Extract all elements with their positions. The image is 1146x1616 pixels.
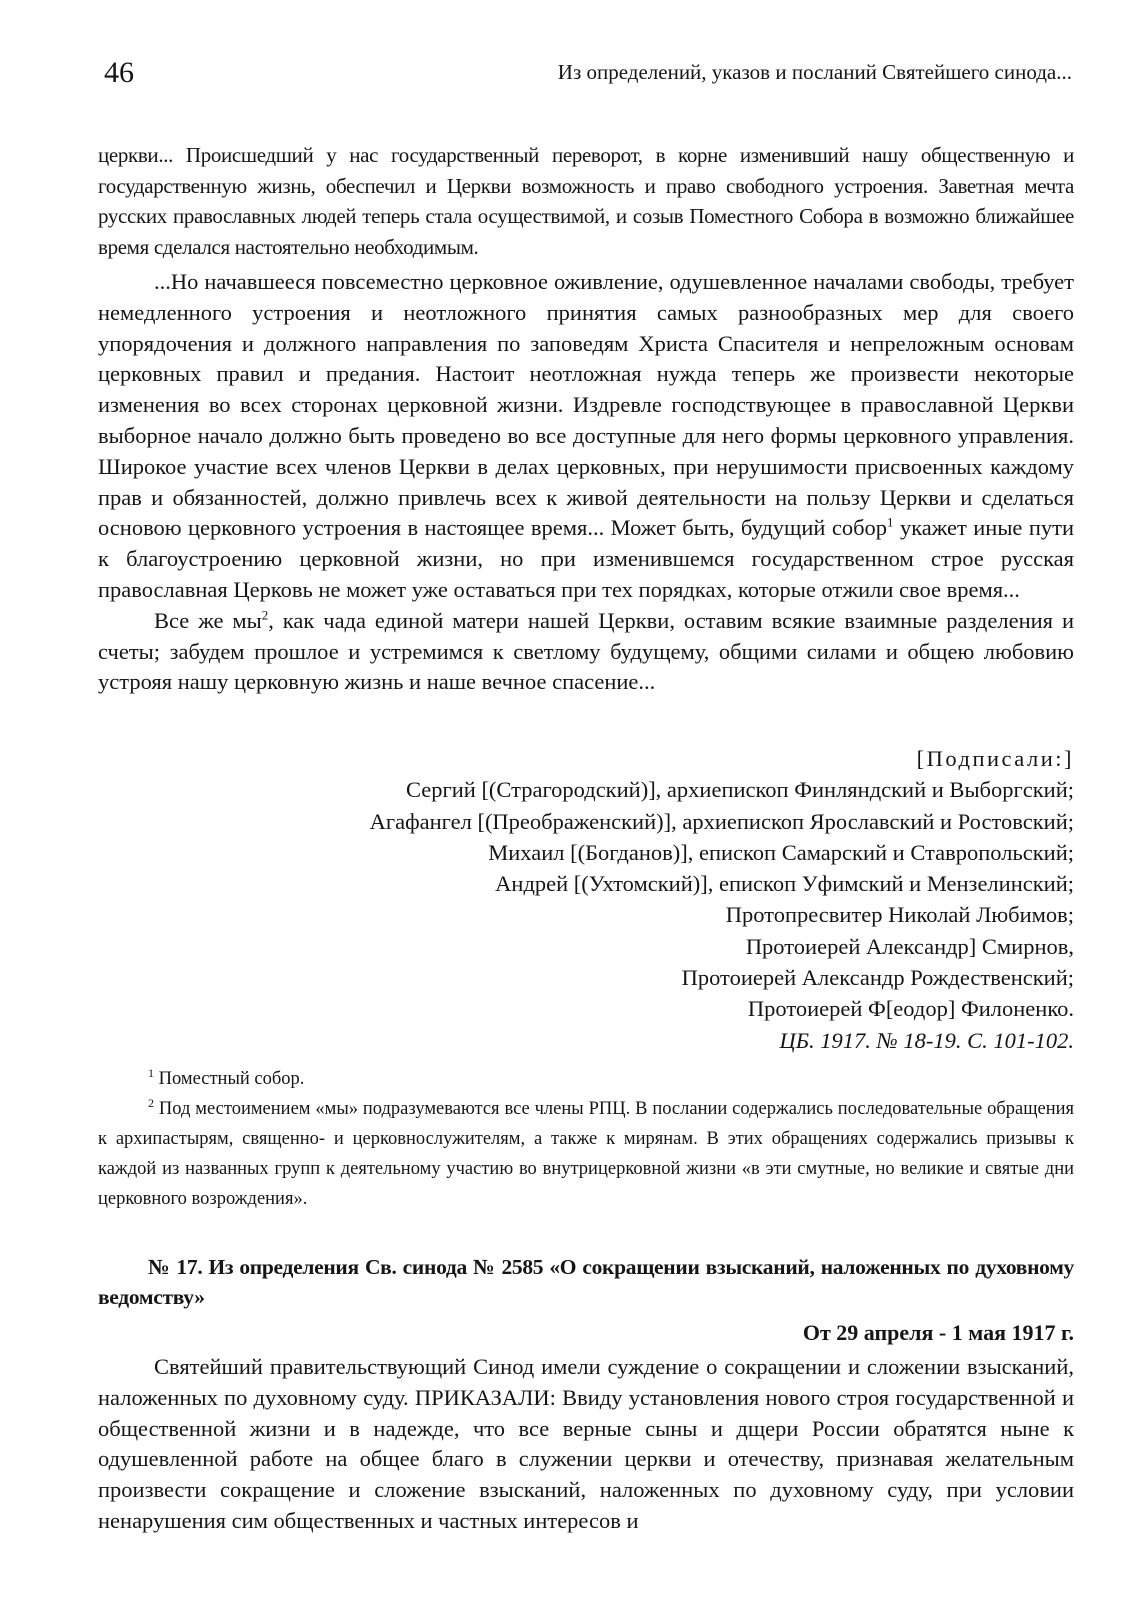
footnote-1: $^1$ Поместный собор. [148,1065,305,1089]
signatory: Сергий [(Страгородский)], архиепископ Финляндский и Выборгский; [405,777,1074,803]
running-title: Из определений, указов и посланий Святейшего синода... [557,60,1072,84]
signatory: Михаил [(Богданов)], епископ Самарский и Ставропольский; [488,839,1074,865]
document-date: От 29 апреля - 1 мая 1917 г. [802,1320,1074,1345]
signatory: Протоиерей Ф[еодор] Филоненко. [747,996,1074,1022]
footnote-2: $^2$ Под местоимением «мы» подразумеваются все члены РПЦ. В послании содержались последовательные обращения к архипастырям, священно- и церковнослужителям, а также к мирянам. В этих обращениях содержались призывы к каждой из названных групп к деятельному участию во внутрицерковной жизни «в эти смутные, но великие и святые дни церковного возрождения». [98,1095,1074,1209]
epistle-text [98,140,1074,263]
document-text: Святейший правительствующий Синод имели суждение о сокращении и сложении взысканий, наложенных по духовному суду. ПРИКАЗАЛИ: Ввиду установления нового строя государственной и общественной жизни и в надежде, что все верные сыны и дщери России обратятся ныне к одушевленной работе на общее благо в служении церкви и отечеству, признавая желательным произвести сокращение и сложение взысканий, наложенных по духовному суду, при условии ненарушения сим общественных и частных интересов и [98,1354,1074,1533]
signatory: Андрей [(Ухтомский)], епископ Уфимский и Мензелинский; [495,871,1074,897]
signatures-block [98,743,1074,1056]
footnote-ref-2: 2 [261,607,269,623]
epistle-main-text [98,267,1074,698]
signatory: Протоиерей Александр] Смирнов, [745,933,1074,959]
document-17 [98,1252,1074,1537]
signatory: Агафангел [(Преображенский)], архиепископ Ярославский и Ростовский; [369,808,1074,834]
paragraph-2: ...Но начавшееся повсеместно церковное оживление, одушевленное началами свободы, требует немедленного устроения и неотложного принятия самых разнообразных мер для своего упорядочения и должного направления по заповедям Христа Спасителя и непреложным основам церковных правил и предания. Настоит неотложная нужда теперь же произвести некоторые изменения во всех сторонах церковной жизни. Издревле господствующее в православной Церкви выборное начало должно быть проведено во все доступные для него формы церковного управления. Широкое участие всех членов Церкви в делах церковных, при нерушимости присвоенных каждому прав и обязанностей, должно привлечь всех к живой деятельности на пользу Церкви и сделаться основою церковного устроения в настоящее время... Может быть, будущий собор$^1$ укажет иные пути к благоустроению церковной жизни, но при изменившемся государственном строе русская православная Церковь не может уже оставаться при тех порядках, которые отжили свое время... [98,269,1074,602]
signatory: Протопресвитер Николай Любимов; [725,902,1074,928]
signed-label: [Подписали:] [916,746,1074,771]
paragraph-1: церкви... Происшедший у нас государственный переворот, в корне изменивший нашу общественную и государственную жизнь, обеспечил и Церкви возможность и право свободного устроения. Заветная мечта русских православных людей теперь стала осуществимой, и созыв Поместного Собора в возможно ближайшее время сделался настоятельно необходимым. [98,143,1074,260]
document-title: № 17. Из определения Св. синода № 2585 «О сокращении взысканий, наложенных по духовному ведомству» [98,1255,1074,1309]
paragraph-3: Все же $мы^2$, как чада единой матери нашей Церкви, оставим всякие взаимные разделения и счеты; забудем прошлое и устремимся к светлому будущему, общими силами и общею любовию устрояя нашу церковную жизнь и наше вечное спасение... [98,607,1074,695]
page-number: 46 [104,56,134,89]
source-citation: ЦБ. 1917. № 18-19. С. 101-102. [779,1027,1074,1053]
signatory: Протоиерей Александр Рождественский; [681,965,1074,991]
footnote-ref-1: 1 [887,514,894,530]
footnotes [98,1064,1074,1214]
